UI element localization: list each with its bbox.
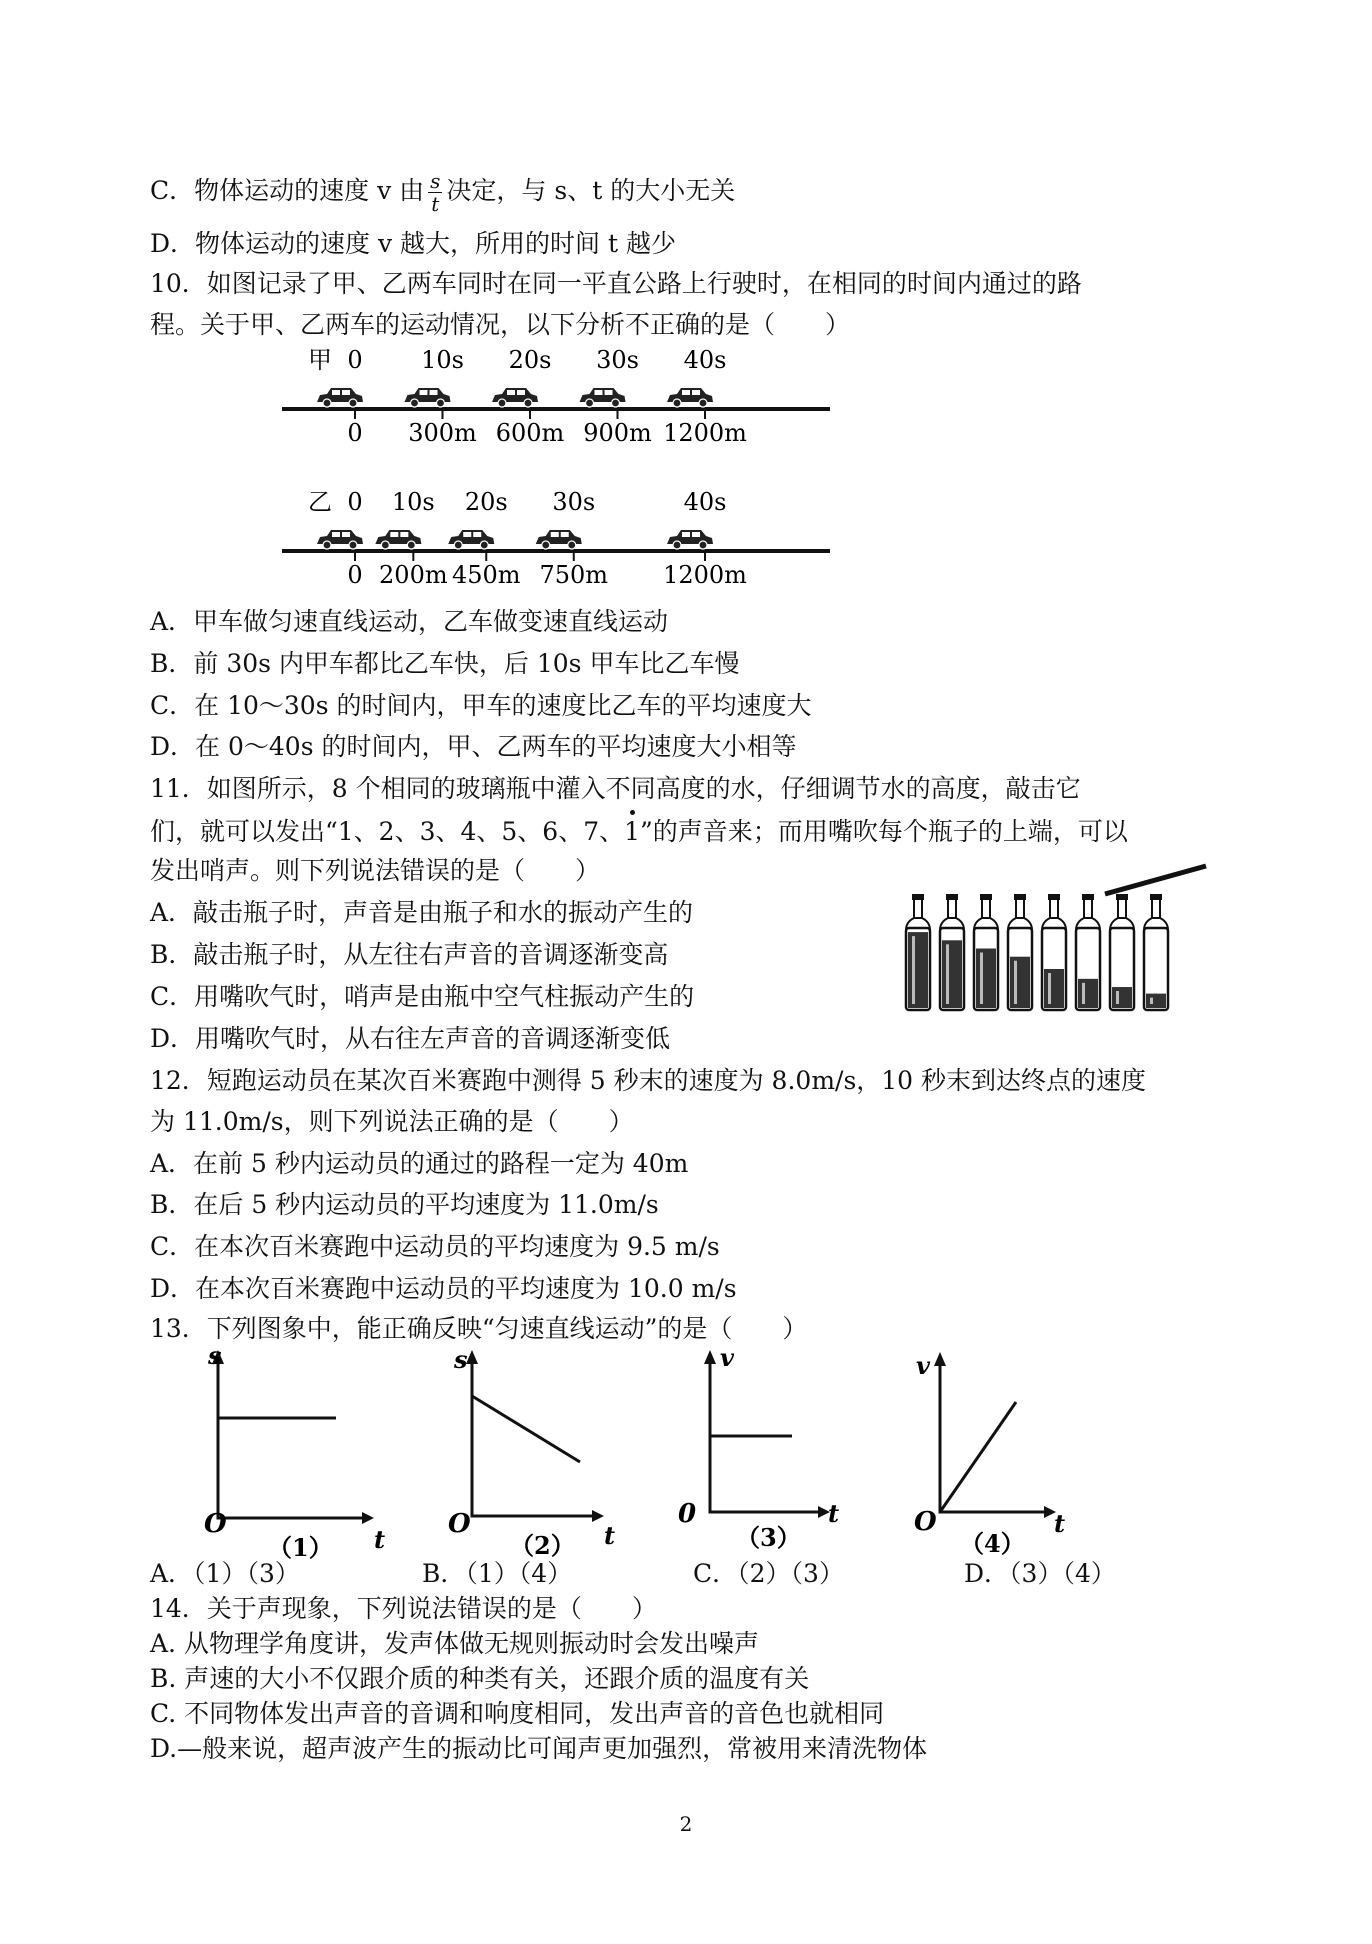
track-b-car-icon <box>375 530 421 549</box>
bottle-icon <box>1076 894 1100 1010</box>
track-a-time-label: 0 <box>347 346 363 374</box>
track-b-car-icon <box>448 530 494 549</box>
q12-option-c: C．在本次百米赛跑中运动员的平均速度为 9.5 m/s <box>150 1232 720 1261</box>
q12-option-a: A．在前 5 秒内运动员的通过的路程一定为 40m <box>150 1149 689 1178</box>
bottle-icon <box>974 894 998 1010</box>
track-b-time-label: 40s <box>683 488 727 516</box>
track-a-time-label: 30s <box>596 346 639 374</box>
graph-4-caption: （4） <box>960 1529 1025 1558</box>
q9-c-text-after: 决定，与 s、t 的大小无关 <box>446 176 736 205</box>
graph-3-ylabel: v <box>720 1350 734 1372</box>
track-a-car-icon <box>580 388 626 407</box>
q11-stem-line2-part2: ”的声音来；而用嘴吹每个瓶子的上端，可以 <box>640 817 1128 846</box>
q10-stem-line2: 程。关于甲、乙两车的运动情况，以下分析不正确的是（ ） <box>150 310 851 339</box>
graph-4-xlabel: t <box>1054 1509 1066 1538</box>
q11-option-b: B．敲击瓶子时，从左往右声音的音调逐渐变高 <box>150 940 669 969</box>
graph-4-line <box>940 1402 1016 1512</box>
graph-4-origin: O <box>914 1507 937 1537</box>
graph-3 <box>678 1350 839 1552</box>
track-b-time-label: 10s <box>391 488 435 516</box>
track-a-distance-label: 300m <box>408 419 477 447</box>
q14-option-a: A. 从物理学角度讲，发声体做无规则振动时会发出噪声 <box>150 1629 759 1658</box>
graph-3-origin: 0 <box>678 1499 697 1529</box>
track-b-distance-label: 450m <box>451 561 521 589</box>
track-b-distance-label: 750m <box>539 561 609 589</box>
q11-stem-line2-part1: 们，就可以发出“1、2、3、4、5、6、7、 <box>150 817 625 846</box>
q12-stem-line2: 为 11.0m/s，则下列说法正确的是（ ） <box>150 1107 634 1136</box>
q9-option-c <box>150 170 735 215</box>
bottle-icon <box>1008 894 1032 1010</box>
q12-option-b: B．在后 5 秒内运动员的平均速度为 11.0m/s <box>150 1190 659 1219</box>
graph-1-origin: O <box>204 1509 227 1539</box>
graph-4-ylabel: v <box>916 1351 930 1380</box>
track-b-distance-label: 200m <box>379 561 448 589</box>
q10-option-d: D．在 0～40s 的时间内，甲、乙两车的平均速度大小相等 <box>150 732 797 761</box>
q12-option-d: D．在本次百米赛跑中运动员的平均速度为 10.0 m/s <box>150 1274 737 1303</box>
track-b-time-label: 0 <box>347 488 363 516</box>
graph-1 <box>204 1350 385 1560</box>
q11-option-a: A．敲击瓶子时，声音是由瓶子和水的振动产生的 <box>150 898 694 927</box>
bottle-icon <box>1144 894 1168 1010</box>
q11-bottles-figure <box>900 858 1220 1018</box>
q14-option-c: C. 不同物体发出声音的音调和响度相同，发出声音的音色也就相同 <box>150 1699 885 1728</box>
track-a-time-label: 20s <box>508 346 552 374</box>
graph-2-origin: O <box>448 1509 471 1539</box>
fraction-numerator: s <box>430 169 441 193</box>
graph-1-caption: （1） <box>268 1533 333 1560</box>
q13-stem: 13．下列图象中，能正确反映“匀速直线运动”的是（ ） <box>150 1314 808 1343</box>
track-a-time-label: 10s <box>421 346 464 374</box>
track-a-distance-label: 900m <box>583 419 652 447</box>
q13-graphs <box>190 1350 1090 1560</box>
bottle-icon <box>940 894 964 1010</box>
track-a-time-label: 40s <box>683 346 727 374</box>
q14-option-b: B. 声速的大小不仅跟介质的种类有关，还跟介质的温度有关 <box>150 1664 810 1693</box>
note-dot <box>630 810 635 815</box>
graph-2-ylabel: s <box>454 1350 468 1374</box>
fraction-denominator: t <box>431 192 440 216</box>
q11-option-d: D．用嘴吹气时，从右往左声音的音调逐渐变低 <box>150 1024 671 1053</box>
q13-option-a: A．（1）（3） <box>150 1559 300 1588</box>
track-a-car-icon <box>317 388 363 407</box>
graph-1-ylabel: s <box>208 1350 222 1370</box>
graph-1-xlabel: t <box>374 1525 386 1554</box>
track-b-time-label: 20s <box>464 488 508 516</box>
blow-stick <box>1105 866 1206 894</box>
q12-stem-line1: 12．短跑运动员在某次百米赛跑中测得 5 秒末的速度为 8.0m/s，10 秒末到达终点的速度 <box>150 1066 1147 1095</box>
track-a-distance-label: 600m <box>495 419 565 447</box>
q11-option-c: C．用嘴吹气时，哨声是由瓶中空气柱振动产生的 <box>150 982 695 1011</box>
track-b-car-icon <box>317 530 363 549</box>
track-a-car-icon <box>405 388 451 407</box>
q14-option-d: D.—般来说，超声波产生的振动比可闻声更加强烈，常被用来清洗物体 <box>150 1734 928 1763</box>
q13-option-d: D．（3）（4） <box>964 1559 1116 1588</box>
q14-stem: 14．关于声现象，下列说法错误的是（ ） <box>150 1594 657 1623</box>
track-b-distance-label: 0 <box>347 561 363 589</box>
graph-3-caption: （3） <box>736 1523 801 1552</box>
high-do-note <box>624 814 640 850</box>
track-a-distance-label: 0 <box>347 419 363 447</box>
q10-option-c: C．在 10～30s 的时间内，甲车的速度比乙车的平均速度大 <box>150 691 812 720</box>
track-b-time-label: 30s <box>552 488 596 516</box>
q10-road-diagram <box>270 340 850 600</box>
q11-stem-line1: 11．如图所示，8 个相同的玻璃瓶中灌入不同高度的水，仔细调节水的高度，敲击它 <box>150 774 1081 803</box>
track-a-distance-label: 1200m <box>663 419 747 447</box>
note-digit: 1 <box>624 817 641 846</box>
track-b-car-icon <box>667 530 713 549</box>
track-a-car-icon <box>667 388 713 407</box>
q10-option-b: B．前 30s 内甲车都比乙车快，后 10s 甲车比乙车慢 <box>150 649 740 678</box>
graph-2 <box>448 1350 615 1560</box>
graph-4 <box>914 1351 1065 1558</box>
track-a-label: 甲 <box>308 346 332 374</box>
bottle-icon <box>906 894 930 1010</box>
bottle-icon <box>1110 894 1134 1010</box>
q13-option-c: C．（2）（3） <box>693 1559 844 1588</box>
q11-stem-line3: 发出哨声。则下列说法错误的是（ ） <box>150 856 601 885</box>
q13-option-b: B．（1）（4） <box>422 1559 573 1588</box>
track-a-car-icon <box>492 388 538 407</box>
track-b-car-icon <box>536 530 582 549</box>
fraction-s-over-t <box>428 170 442 215</box>
track-b-label: 乙 <box>308 488 332 516</box>
q9-option-d: D．物体运动的速度 v 越大，所用的时间 t 越少 <box>150 229 677 258</box>
graph-2-caption: （2） <box>510 1531 575 1560</box>
track-b-distance-label: 1200m <box>663 561 747 589</box>
q9-c-text-before: C．物体运动的速度 v 由 <box>150 176 425 205</box>
graph-3-xlabel: t <box>828 1499 840 1528</box>
bottle-icon <box>1042 894 1066 1010</box>
graph-2-xlabel: t <box>604 1521 616 1550</box>
q10-stem-line1: 10．如图记录了甲、乙两车同时在同一平直公路上行驶时，在相同的时间内通过的路 <box>150 269 1082 298</box>
q11-stem-line2 <box>150 814 1128 850</box>
page-number: 2 <box>679 1812 693 1836</box>
q10-option-a: A．甲车做匀速直线运动，乙车做变速直线运动 <box>150 607 669 636</box>
graph-2-line <box>472 1396 580 1462</box>
